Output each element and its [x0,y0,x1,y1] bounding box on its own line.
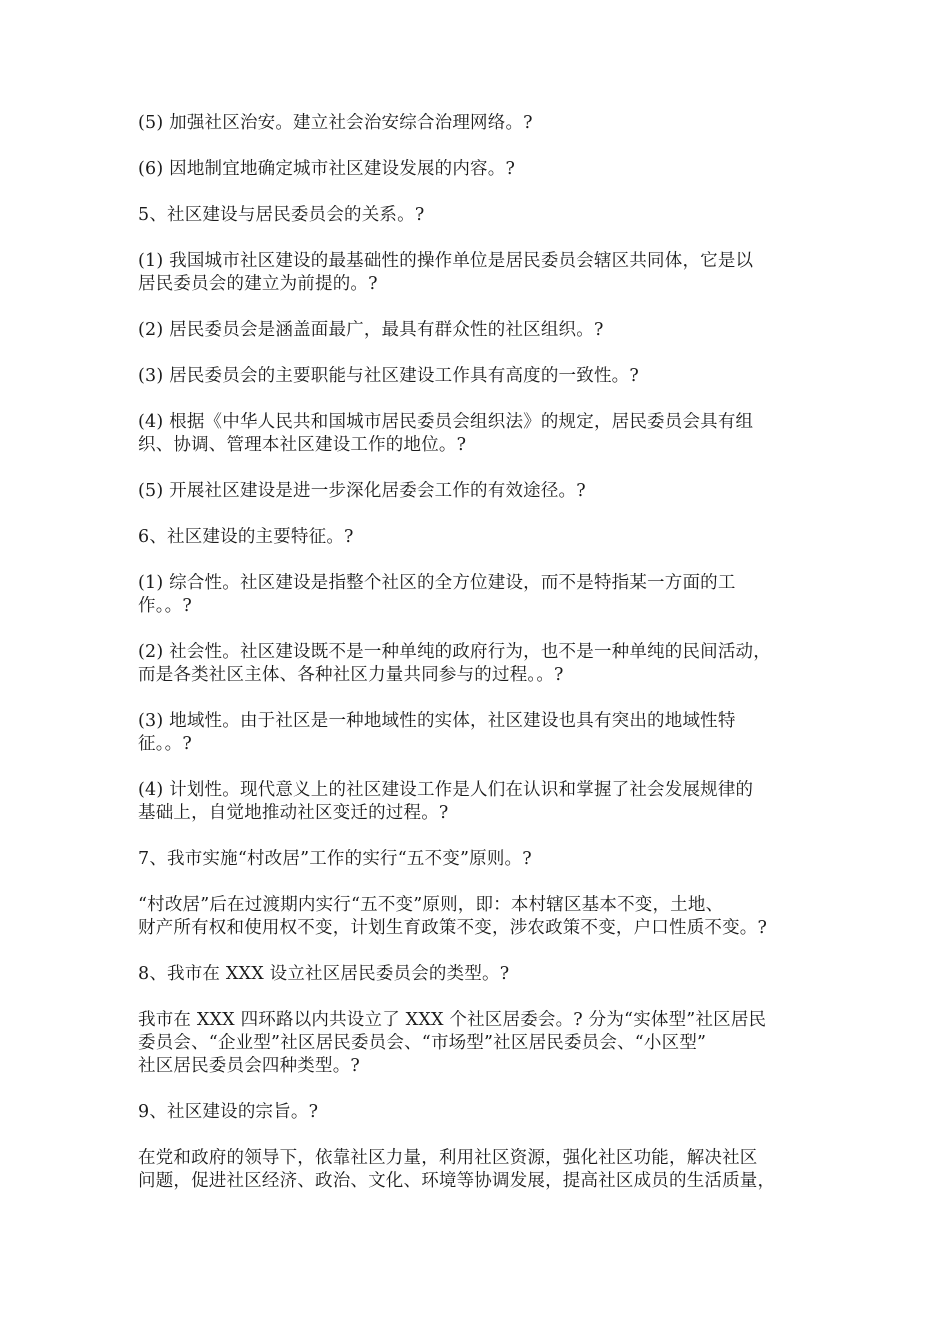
section-heading-8: 8、我市在 XXX 设立社区居民委员会的类型。? [138,964,510,984]
list-item-3-regional: (3) 地域性。由于社区是一种地域性的实体，社区建设也具有突出的地域性特 征。。? [138,711,736,754]
list-item-2-social: (2) 社会性。社区建设既不是一种单纯的政府行为，也不是一种单纯的民间活动， 而是各类社区主体、各种社区力量共同参与的过程。。? [138,642,771,685]
list-item-5-security: (5) 加强社区治安。建立社会治安综合治理网络。? [138,113,533,133]
list-item-1-basic-unit: (1) 我国城市社区建设的最基础性的操作单位是居民委员会辖区共同体，它是以 居民委员会的建立为前提的。? [138,251,754,294]
section-heading-7: 7、我市实施“村改居”工作的实行“五不变”原则。? [138,849,532,869]
section-heading-9: 9、社区建设的宗旨。? [138,1102,319,1122]
list-item-4-planned: (4) 计划性。现代意义上的社区建设工作是人们在认识和掌握了社会发展规律的 基础上，自觉地推动社区变迁的过程。? [138,780,754,823]
document-page [138,112,828,1216]
list-item-2-coverage: (2) 居民委员会是涵盖面最广，最具有群众性的社区组织。? [138,320,604,340]
list-item-1-comprehensive: (1) 综合性。社区建设是指整个社区的全方位建设，而不是特指某一方面的工 作。。? [138,573,736,616]
paragraph-committee-types: 我市在 XXX 四环路以内共设立了 XXX 个社区居委会。? 分为“实体型”社区居民 委员会、“企业型”社区居民委员会、“市场型”社区居民委员会、“小区型” 社区居民委员会四种类型。? [138,1010,767,1076]
list-item-5-effective-way: (5) 开展社区建设是进一步深化居委会工作的有效途径。? [138,481,586,501]
paragraph-five-unchanged: “村改居”后在过渡期内实行“五不变”原则，即：本村辖区基本不变，土地、 财产所有权和使用权不变，计划生育政策不变，涉农政策不变，户口性质不变。? [138,895,768,938]
paragraph-purpose: 在党和政府的领导下，依靠社区力量，利用社区资源，强化社区功能，解决社区 问题，促进社区经济、政治、文化、环境等协调发展，提高社区成员的生活质量， [138,1148,776,1191]
section-heading-6: 6、社区建设的主要特征。? [138,527,354,547]
list-item-4-legal-status: (4) 根据《中华人民共和国城市居民委员会组织法》的规定，居民委员会具有组 织、协调、管理本社区建设工作的地位。? [138,412,754,455]
list-item-3-consistency: (3) 居民委员会的主要职能与社区建设工作具有高度的一致性。? [138,366,639,386]
list-item-6-local-content: (6) 因地制宜地确定城市社区建设发展的内容。? [138,159,516,179]
section-heading-5: 5、社区建设与居民委员会的关系。? [138,205,425,225]
